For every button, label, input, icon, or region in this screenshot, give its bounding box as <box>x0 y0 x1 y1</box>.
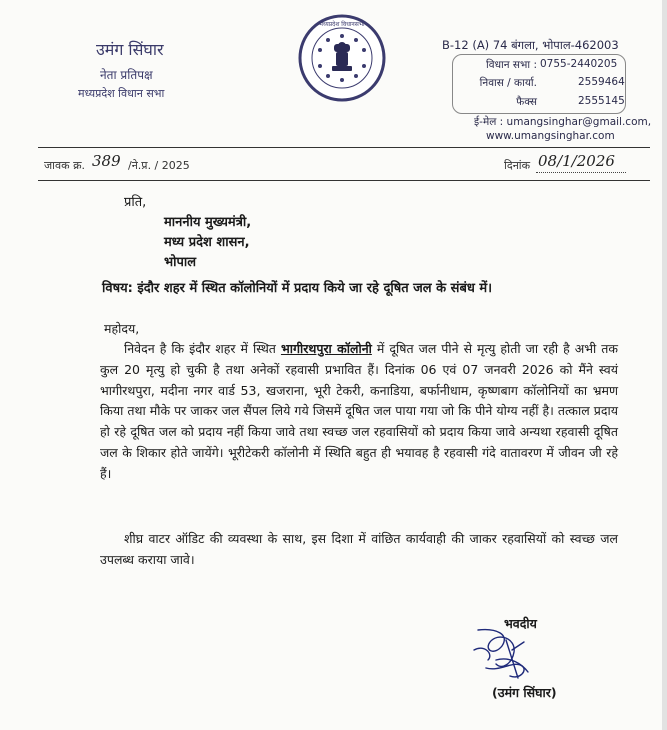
body-text: निवेदन है कि इंदौर शहर में स्थित <box>124 341 281 356</box>
body-paragraph: शीघ्र वाटर ऑडिट की व्यवस्था के साथ, इस दिशा में वांछित कार्यवाही की जाकर रहवासियों को स्वच्छ जल उपलब्ध कराया जावे। <box>100 531 618 567</box>
recipient-prefix: प्रति, <box>124 195 147 210</box>
contact-row <box>0 95 667 111</box>
sender-website: www.umangsinghar.com <box>486 130 615 142</box>
sender-house: मध्यप्रदेश विधान सभा <box>78 87 165 100</box>
ref-divider <box>38 180 650 181</box>
ref-suffix: /ने.प्र. / 2025 <box>128 159 190 172</box>
recipient-line: मध्य प्रदेश शासन, <box>164 235 250 250</box>
sender-name: उमंग सिंघार <box>96 40 164 59</box>
contact-label: फैक्स <box>516 96 537 108</box>
closing: भवदीय <box>504 616 537 631</box>
sender-address: B-12 (A) 74 बंगला, भोपाल-462003 <box>442 38 619 52</box>
emblem-caption: मध्यप्रदेश विधानसभा <box>319 21 365 28</box>
contact-value: 0755-2440205 <box>540 58 618 70</box>
contact-label: विधान सभा : <box>486 59 537 71</box>
date-underline <box>536 172 626 173</box>
body-text: में दूषित जल पीने से मृत्यु होती जा रही है अभी तक कुल 20 मृत्यु हो चुकी है तथा अनेकों रहवासी प्रभावित हैं। दिनांक 06 एवं 07 जनवरी 2026 को मैंने स्वयं भागीरथपुरा, मदीना नगर वार्ड 53, खजराना, भूरी टेकरी, कनाडिया, बर्फानीधाम, कृष्णबाग कॉलोनियों का भ्रमण किया तथा मौके पर जाकर जल सैंपल लिये गये जिसमें दूषित जल पाया गया जो कि पीने योग्य नहीं है। तत्काल प्रदाय हो रहे दूषित जल को प्रदाय नहीं किया जावे तथा स्वच्छ जल रहवासियों को प्रदाय किया जावे अन्यथा रहवासी दूषित जल के शिकार होते जायेंगे। भूरीटेकरी कॉलोनी में स्थिति बहुत ही भयावह है रहवासी गंदे वातावरण में जीवन जी रहे हैं। <box>100 341 618 481</box>
ref-label: जावक क्र. <box>44 159 86 172</box>
sender-email: ई-मेल : umangsinghar@gmail.com, <box>474 116 652 128</box>
contact-label: निवास / कार्या. <box>479 77 537 89</box>
letter-date: 08/1/2026 <box>538 152 615 170</box>
date-label: दिनांक <box>504 159 531 172</box>
ref-number: 389 <box>92 152 121 170</box>
signature-icon <box>466 620 556 688</box>
salutation: महोदय, <box>104 321 140 336</box>
body-paragraph <box>100 339 618 485</box>
contact-row <box>0 58 667 74</box>
recipient-line: भोपाल <box>164 255 197 270</box>
page-edge-shadow <box>662 0 667 730</box>
contact-row <box>0 76 667 92</box>
highlighted-colony: भागीरथपुरा कॉलोनी <box>280 341 372 356</box>
letter-subject: विषय: इंदौर शहर में स्थित कॉलोनियों में प्रदाय किये जा रहे दूषित जल के संबंध में। <box>102 281 493 296</box>
signer-name: (उमंग सिंघार) <box>492 685 557 700</box>
sender-designation: नेता प्रतिपक्ष <box>100 68 153 82</box>
header-divider <box>38 147 650 148</box>
contact-value: 2559464 <box>578 76 625 88</box>
contact-value: 2555145 <box>578 95 625 107</box>
recipient-line: माननीय मुख्यमंत्री, <box>164 215 252 230</box>
